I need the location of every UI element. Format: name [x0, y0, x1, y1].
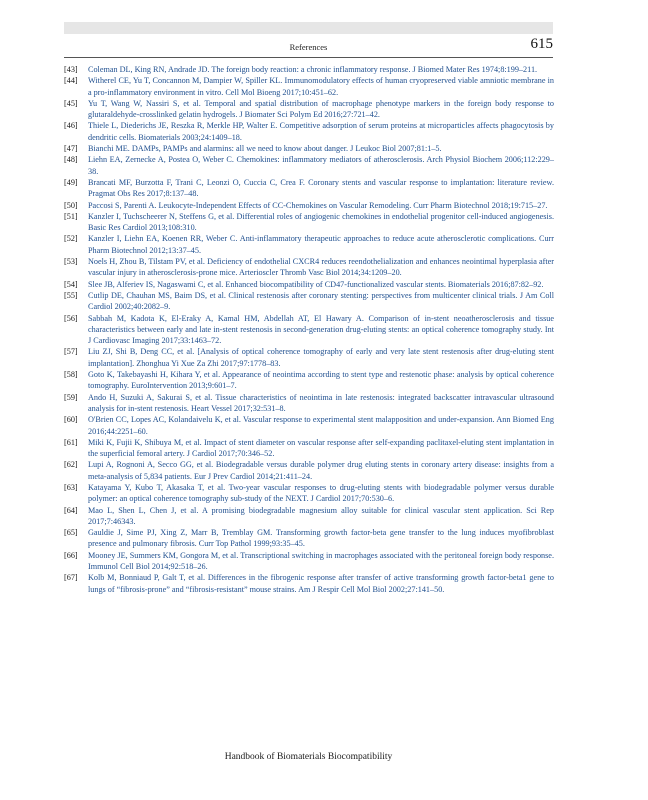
reference-citation-link[interactable]: Ando H, Suzuki A, Sakurai S, et al. Tissue characteristics of neointima in late restenosis: integrated backscatter intravascular ultrasound analysis for in-stent restenosis. Heart Vessel 2017;32:531–8.	[88, 392, 554, 413]
reference-item	[64, 256, 554, 279]
reference-number: [55]	[64, 290, 78, 300]
reference-item	[64, 233, 554, 256]
reference-item	[64, 437, 554, 460]
reference-citation-link[interactable]: Sabbah M, Kadota K, El-Eraky A, Kamal HM, Abdellah AT, El Hawary A. Comparison of in-stent neoatherosclerosis and tissue characteristics between early and late in-stent restenosis in second-generation drug-eluting stents: an optical coherence tomography study. Int J Cardiovasc Imaging 2017;33:1463–72.	[88, 313, 554, 346]
reference-citation-link[interactable]: Brancati MF, Burzotta F, Trani C, Leonzi O, Cuccia C, Crea F. Coronary stents and vascular response to implantation: literature review. Pragmat Obs Res 2017;8:137–48.	[88, 177, 554, 199]
reference-number: [45]	[64, 98, 78, 108]
reference-item	[64, 98, 554, 121]
reference-citation-link[interactable]: Paccosi S, Parenti A. Leukocyte-Independent Effects of CC-Chemokines on Vascular Remodeling. Curr Pharm Biotechnol 2018;19:715–27.	[88, 200, 548, 210]
reference-item	[64, 459, 554, 482]
reference-item	[64, 550, 554, 573]
reference-citation-link[interactable]: Miki K, Fujii K, Shibuya M, et al. Impact of stent diameter on vascular response after self-expanding paclitaxel-eluting stent implantation in the superficial femoral artery. J Cardiol 2017;70:346–52.	[88, 437, 554, 459]
reference-item	[64, 369, 554, 392]
reference-citation-link[interactable]: Goto K, Takebayashi H, Kihara Y, et al. Appearance of neointima according to stent type and restenotic phase: analysis by optical coherence tomography. EuroIntervention 2013;9:601–7.	[88, 370, 554, 391]
reference-citation-link[interactable]: Slee JB, Alferiev IS, Nagaswami C, et al. Enhanced biocompatibility of CD47-functionalized vascular stents. Biomaterials 2016;87:82–92.	[88, 279, 544, 289]
reference-citation-link[interactable]: Liehn EA, Zernecke A, Postea O, Weber C. Chemokines: inflammatory mediators of atherosclerosis. Arch Physiol Biochem 2006;112:229–38.	[88, 155, 554, 176]
reference-item	[64, 505, 554, 528]
book-title-footer: Handbook of Biomaterials Biocompatibility	[224, 752, 393, 762]
reference-citation-link[interactable]: Witherel CE, Yu T, Concannon M, Dampier W, Spiller KL. Immunomodulatory effects of human cryopreserved viable amniotic membrane in a pro-inflammatory environment in vitro. Cell Mol Bioeng 2017;10:451–62.	[88, 76, 554, 97]
reference-number: [65]	[64, 528, 78, 538]
reference-number: [49]	[64, 177, 78, 187]
reference-item	[64, 290, 554, 313]
reference-number: [46]	[64, 121, 78, 131]
reference-item	[64, 177, 554, 200]
header-bar	[64, 22, 553, 34]
reference-citation-link[interactable]: Katayama Y, Kubo T, Akasaka T, et al. Two-year vascular responses to drug-eluting stents with biodegradable polymer versus durable polymer: an optical coherence tomography sub-study of the NEXT. J Cardiol 2017;70:530–6.	[88, 482, 554, 504]
reference-citation-link[interactable]: Mooney JE, Summers KM, Gongora M, et al. Transcriptional switching in macrophages associated with the peritoneal foreign body response. Immunol Cell Biol 2014;92:518–26.	[88, 550, 554, 572]
reference-item	[64, 154, 554, 177]
reference-item	[64, 200, 554, 211]
reference-number: [48]	[64, 155, 78, 165]
reference-citation-link[interactable]: Coleman DL, King RN, Andrade JD. The foreign body reaction: a chronic inflammatory response. J Biomed Mater Res 1974;8:199–211.	[88, 65, 538, 74]
reference-number: [56]	[64, 313, 78, 323]
reference-list	[64, 64, 554, 595]
reference-number: [67]	[64, 573, 78, 583]
reference-number: [50]	[64, 200, 78, 210]
page-header	[64, 34, 553, 58]
reference-citation-link[interactable]: Kanzler I, Liehn EA, Koenen RR, Weber C. Anti-inflammatory therapeutic approaches to reduce acute atherosclerotic complications. Curr Pharm Biotechnol 2012;13:37–45.	[88, 234, 554, 255]
header-divider	[64, 57, 553, 58]
reference-number: [64]	[64, 505, 78, 515]
reference-citation-link[interactable]: O'Brien CC, Lopes AC, Kolandaivelu K, et al. Vascular response to experimental stent malapposition and under-expansion. Ann Biomed Eng 2016;44:2251–60.	[88, 415, 554, 436]
reference-number: [58]	[64, 370, 78, 380]
reference-number: [43]	[64, 65, 78, 74]
reference-number: [62]	[64, 460, 78, 470]
reference-item	[64, 414, 554, 437]
reference-citation-link[interactable]: Liu ZJ, Shi B, Deng CC, et al. [Analysis of optical coherence tomography of early and very late stent restenosis after drug-eluting stent implantation]. Zhonghua Yi Xue Za Zhi 2017;97:1778–83.	[88, 347, 554, 368]
reference-number: [59]	[64, 392, 78, 402]
reference-item	[64, 75, 554, 98]
reference-number: [47]	[64, 144, 78, 154]
reference-citation-link[interactable]: Noels H, Zhou B, Tilstam PV, et al. Deficiency of endothelial CXCR4 reduces reendothelialization and enhances neointimal hyperplasia after vascular injury in atherosclerosis-prone mice. Arterioscler Thromb Vasc Biol 2014;34:1209–20.	[88, 257, 554, 278]
reference-citation-link[interactable]: Gauldie J, Sime PJ, Xing Z, Marr B, Tremblay GM. Transforming growth factor-beta gene transfer to the lung induces myofibroblast presence and pulmonary fibrosis. Curr Top Pathol 1999;93:35–45.	[88, 528, 554, 549]
reference-citation-link[interactable]: Bianchi ME. DAMPs, PAMPs and alarmins: all we need to know about danger. J Leukoc Biol 2007;81:1–5.	[88, 144, 442, 154]
reference-number: [61]	[64, 437, 78, 447]
reference-item	[64, 482, 554, 505]
reference-item	[64, 527, 554, 550]
reference-item	[64, 572, 554, 595]
page-number: 615	[530, 36, 553, 52]
reference-number: [54]	[64, 279, 78, 289]
reference-citation-link[interactable]: Lupi A, Rognoni A, Secco GG, et al. Biodegradable versus durable polymer drug eluting stents in coronary artery disease: insights from a meta-analysis of 5,834 patients. Eur J Prev Cardiol 2014;21:411–24.	[88, 460, 554, 481]
reference-item	[64, 120, 554, 143]
reference-item	[64, 279, 554, 290]
reference-item	[64, 346, 554, 369]
reference-item	[64, 392, 554, 415]
reference-number: [63]	[64, 482, 78, 492]
reference-item	[64, 211, 554, 234]
reference-item	[64, 64, 554, 75]
reference-number: [51]	[64, 211, 78, 221]
reference-citation-link[interactable]: Yu T, Wang W, Nassiri S, et al. Temporal and spatial distribution of macrophage phenotype markers in the foreign body response to glutaraldehyde-crosslinked gelatin hydrogels. J Biomater Sci Polym Ed 2016;27:721–42.	[88, 98, 554, 120]
reference-citation-link[interactable]: Cutlip DE, Chauhan MS, Baim DS, et al. Clinical restenosis after coronary stenting: perspectives from multicenter clinical trials. J Am Coll Cardiol 2002;40:2082–9.	[88, 290, 554, 312]
reference-item	[64, 143, 554, 154]
reference-number: [44]	[64, 76, 78, 86]
reference-item	[64, 313, 554, 347]
reference-citation-link[interactable]: Mao L, Shen L, Chen J, et al. A promising biodegradable magnesium alloy suitable for clinical vascular stent application. Sci Rep 2017;7:46343.	[88, 505, 554, 526]
reference-citation-link[interactable]: Thiele L, Diederichs JE, Reszka R, Merkle HP, Walter E. Competitive adsorption of serum proteins at microparticles affects phagocytosis by dendritic cells. Biomaterials 2003;24:1409–18.	[88, 121, 554, 142]
reference-number: [57]	[64, 347, 78, 357]
reference-number: [66]	[64, 550, 78, 560]
reference-number: [53]	[64, 257, 78, 267]
reference-number: [60]	[64, 415, 78, 425]
reference-number: [52]	[64, 234, 78, 244]
reference-citation-link[interactable]: Kolb M, Bonniaud P, Galt T, et al. Differences in the fibrogenic response after transfer of active transforming growth factor-beta1 gene to lungs of “fibrosis-prone” and “fibrosis-resistant” mouse strains. Am J Respir Cell Mol Biol 2002;27:141–50.	[88, 573, 554, 594]
running-head: References	[289, 42, 328, 52]
reference-citation-link[interactable]: Kanzler I, Tuchscheerer N, Steffens G, et al. Differential roles of angiogenic chemokines in endothelial progenitor cell-induced angiogenesis. Basic Res Cardiol 2013;108:310.	[88, 211, 554, 233]
